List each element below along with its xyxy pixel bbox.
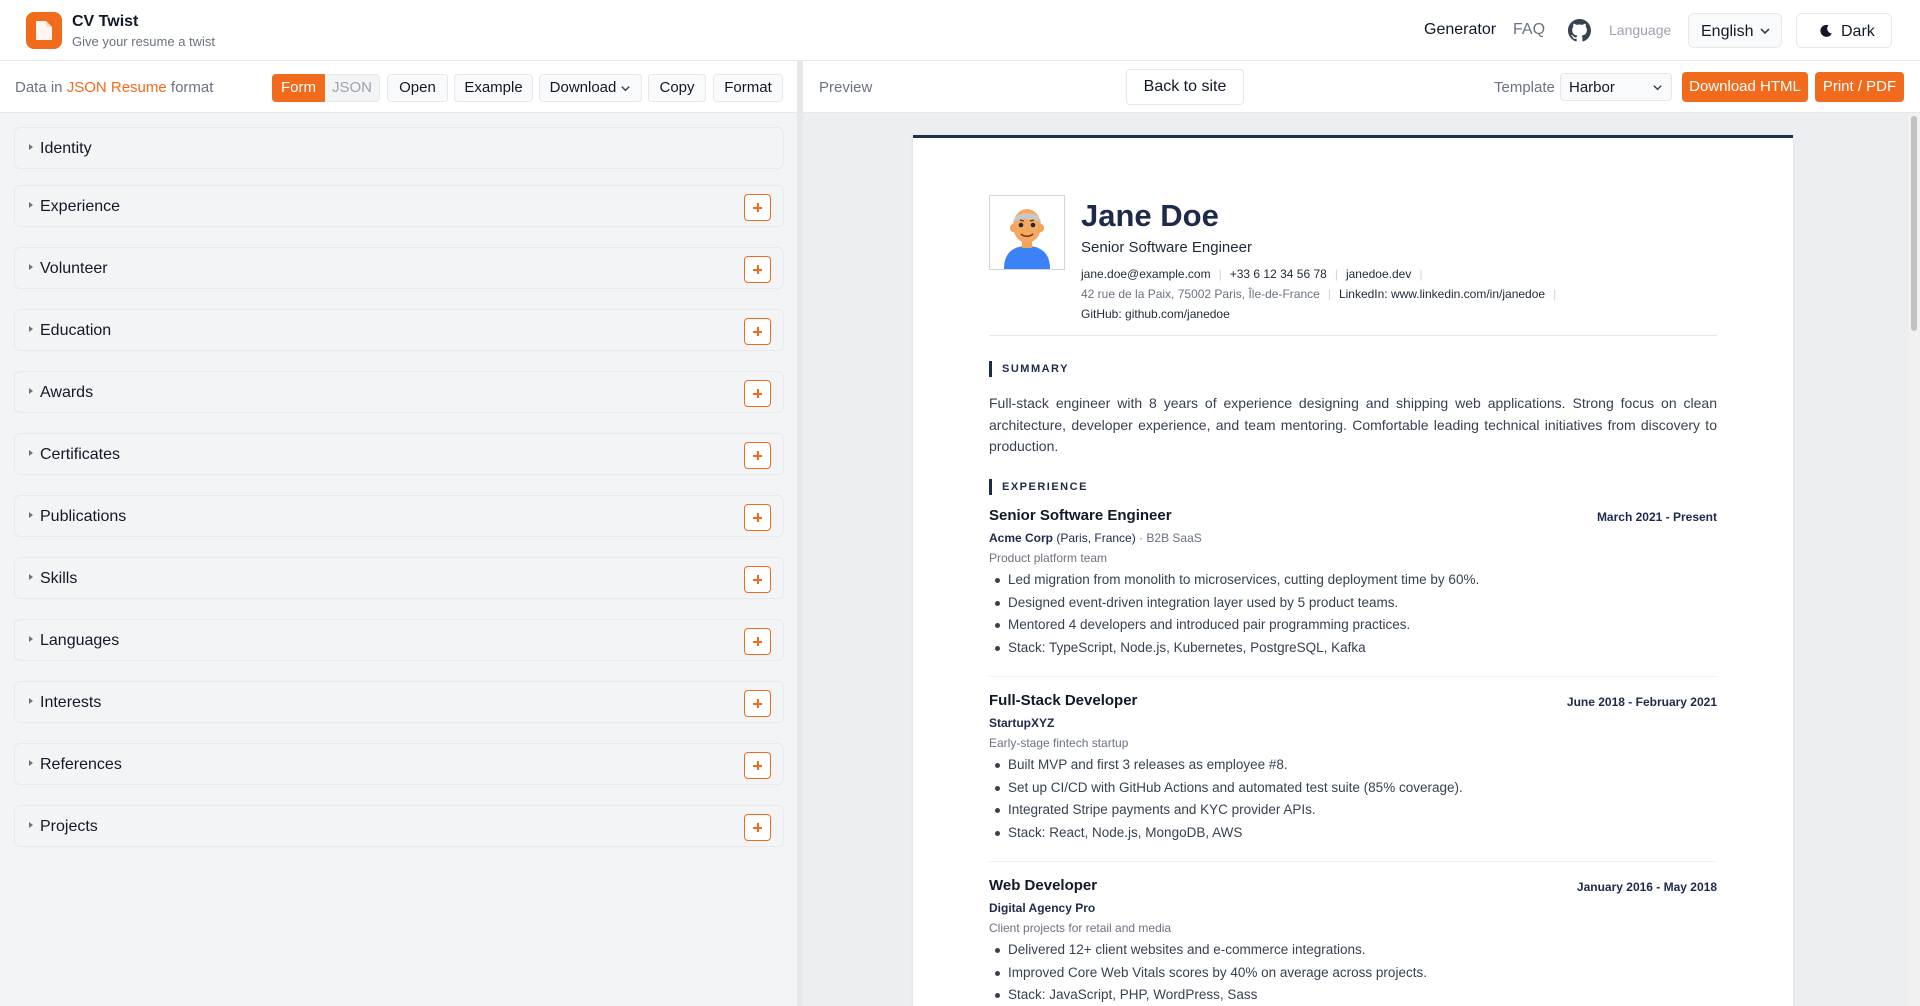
caret-right-icon bbox=[29, 698, 33, 704]
list-item: Stack: React, Node.js, MongoDB, AWS bbox=[989, 822, 1717, 845]
job-description: Early-stage fintech startup bbox=[989, 736, 1129, 750]
template-label: Template bbox=[1494, 79, 1555, 96]
contact-line-3 bbox=[1081, 307, 1230, 321]
list-item: Mentored 4 developers and introduced pair programming practices. bbox=[989, 614, 1717, 637]
add-interest-button[interactable] bbox=[744, 690, 771, 717]
template-value: Harbor bbox=[1569, 79, 1615, 96]
editor-panel bbox=[0, 61, 797, 1006]
list-item: Set up CI/CD with GitHub Actions and automated test suite (85% coverage). bbox=[989, 777, 1717, 800]
caret-right-icon bbox=[29, 144, 33, 150]
format-button[interactable]: Format bbox=[713, 74, 783, 102]
add-certificate-button[interactable] bbox=[744, 442, 771, 469]
section-label: Awards bbox=[40, 384, 94, 401]
list-item: Built MVP and first 3 releases as employee #8. bbox=[989, 754, 1717, 777]
chevron-down-icon bbox=[1759, 25, 1771, 37]
section-label: Volunteer bbox=[40, 260, 108, 277]
caret-right-icon bbox=[29, 636, 33, 642]
contact-line-1: jane.doe@example.com | +33 6 12 34 56 78 | janedoe.dev | bbox=[1081, 267, 1423, 281]
caret-right-icon bbox=[29, 822, 33, 828]
resume-page bbox=[913, 135, 1793, 1006]
job-dates: June 2018 - February 2021 bbox=[1566, 695, 1717, 709]
section-label: Projects bbox=[40, 818, 98, 835]
example-button[interactable]: Example bbox=[454, 74, 533, 102]
language-value: English bbox=[1701, 23, 1754, 40]
form-mode-button[interactable]: Form bbox=[272, 74, 325, 102]
json-mode-button[interactable]: JSON bbox=[325, 74, 380, 102]
summary-text: Full-stack engineer with 8 years of experience designing and shipping web applications. Strong focus on clean architecture, developer experience, and team mentoring. Comfortable leading technical initiatives from discovery to production. bbox=[989, 395, 1717, 454]
job-company bbox=[989, 716, 1054, 730]
section-languages[interactable] bbox=[14, 619, 784, 661]
caret-right-icon bbox=[29, 760, 33, 766]
moon-icon bbox=[1819, 24, 1833, 38]
preview-panel bbox=[803, 61, 1920, 1006]
company-name: Digital Agency Pro bbox=[989, 901, 1096, 915]
add-publication-button[interactable] bbox=[744, 504, 771, 531]
section-label: Identity bbox=[40, 140, 92, 157]
data-format-suffix: format bbox=[166, 79, 214, 96]
dark-mode-button[interactable] bbox=[1796, 13, 1892, 48]
nav-generator-link[interactable]: Generator bbox=[1424, 21, 1497, 38]
header-divider bbox=[989, 335, 1717, 336]
app-logo-icon[interactable] bbox=[26, 12, 62, 49]
resume-title: Senior Software Engineer bbox=[1081, 239, 1252, 256]
app-name: CV Twist bbox=[72, 13, 139, 30]
caret-right-icon bbox=[29, 450, 33, 456]
section-certificates[interactable] bbox=[14, 433, 784, 475]
contact-linkedin: LinkedIn: www.linkedin.com/in/janedoe bbox=[1338, 287, 1546, 301]
open-button[interactable]: Open bbox=[387, 74, 448, 102]
caret-right-icon bbox=[29, 264, 33, 270]
add-education-button[interactable] bbox=[744, 318, 771, 345]
section-label: Experience bbox=[40, 198, 121, 215]
add-reference-button[interactable] bbox=[744, 752, 771, 779]
job-company bbox=[989, 901, 1095, 915]
section-awards[interactable] bbox=[14, 371, 784, 413]
add-experience-button[interactable] bbox=[744, 194, 771, 221]
caret-right-icon bbox=[29, 326, 33, 332]
job-bullets bbox=[989, 754, 1717, 844]
job-divider bbox=[989, 676, 1717, 677]
section-label: Skills bbox=[40, 570, 78, 587]
contact-github: GitHub: github.com/janedoe bbox=[1081, 307, 1230, 321]
download-dropdown-button[interactable] bbox=[539, 74, 642, 102]
section-education[interactable] bbox=[14, 309, 784, 351]
resume-name: Jane Doe bbox=[1081, 198, 1219, 233]
data-format-label bbox=[15, 79, 213, 96]
summary-heading: SUMMARY bbox=[989, 361, 1069, 377]
section-label: Interests bbox=[40, 694, 102, 711]
section-references[interactable] bbox=[14, 743, 784, 785]
contact-phone: +33 6 12 34 56 78 bbox=[1229, 267, 1327, 281]
scrollbar-thumb[interactable] bbox=[1911, 116, 1917, 331]
list-item: Stack: JavaScript, PHP, WordPress, Sass bbox=[989, 984, 1717, 1006]
language-select[interactable] bbox=[1688, 13, 1782, 48]
job-description: Client projects for retail and media bbox=[989, 921, 1172, 935]
caret-right-icon bbox=[29, 388, 33, 394]
section-label: Languages bbox=[40, 632, 120, 649]
contact-website: janedoe.dev bbox=[1345, 267, 1412, 281]
json-resume-link[interactable]: JSON Resume bbox=[66, 79, 167, 96]
job-title: Senior Software Engineer bbox=[989, 507, 1172, 524]
preview-scrollbar[interactable] bbox=[1908, 113, 1920, 1006]
job-bullets bbox=[989, 939, 1717, 1006]
add-language-button[interactable] bbox=[744, 628, 771, 655]
job-divider bbox=[989, 861, 1717, 862]
print-pdf-button[interactable]: Print / PDF bbox=[1815, 72, 1904, 102]
section-volunteer[interactable] bbox=[14, 247, 784, 289]
add-award-button[interactable] bbox=[744, 380, 771, 407]
section-projects[interactable] bbox=[14, 805, 784, 847]
job-dates: March 2021 - Present bbox=[1596, 510, 1717, 524]
job-bullets bbox=[989, 569, 1717, 659]
add-volunteer-button[interactable] bbox=[744, 256, 771, 283]
section-label: Certificates bbox=[40, 446, 121, 463]
section-label: Publications bbox=[40, 508, 127, 525]
section-publications[interactable] bbox=[14, 495, 784, 537]
job-company bbox=[989, 531, 1202, 545]
list-item: Designed event-driven integration layer used by 5 product teams. bbox=[989, 592, 1717, 615]
contact-address: 42 rue de la Paix, 75002 Paris, Île-de-France bbox=[1081, 287, 1320, 301]
add-project-button[interactable] bbox=[744, 814, 771, 841]
section-label: References bbox=[40, 756, 122, 773]
preview-toolbar bbox=[803, 61, 1920, 113]
section-identity[interactable] bbox=[14, 127, 784, 169]
job-title: Full-Stack Developer bbox=[989, 692, 1138, 709]
preview-label: Preview bbox=[819, 79, 873, 96]
template-select[interactable] bbox=[1560, 73, 1672, 101]
caret-right-icon bbox=[29, 202, 33, 208]
company-name: Acme Corp bbox=[989, 531, 1054, 545]
list-item: Stack: TypeScript, Node.js, Kubernetes, PostgreSQL, Kafka bbox=[989, 637, 1717, 660]
company-extra: · B2B SaaS bbox=[1139, 531, 1202, 545]
top-bar bbox=[0, 0, 1920, 61]
copy-button[interactable]: Copy bbox=[648, 74, 706, 102]
caret-right-icon bbox=[29, 512, 33, 518]
contact-email: jane.doe@example.com bbox=[1081, 267, 1211, 281]
contact-line-2: 42 rue de la Paix, 75002 Paris, Île-de-France | LinkedIn: www.linkedin.com/in/janedoe | bbox=[1081, 287, 1557, 301]
job-description: Product platform team bbox=[989, 551, 1108, 565]
back-to-site-button[interactable]: Back to site bbox=[1126, 69, 1244, 105]
company-name: StartupXYZ bbox=[989, 716, 1055, 730]
dark-mode-label: Dark bbox=[1841, 23, 1875, 40]
caret-right-icon bbox=[29, 574, 33, 580]
chevron-down-icon bbox=[620, 83, 631, 94]
section-label: Education bbox=[40, 322, 112, 339]
app-tagline: Give your resume a twist bbox=[72, 34, 216, 49]
list-item: Improved Core Web Vitals scores by 40% on average across projects. bbox=[989, 962, 1717, 985]
section-skills[interactable] bbox=[14, 557, 784, 599]
download-html-button[interactable]: Download HTML bbox=[1682, 72, 1808, 102]
job-dates: January 2016 - May 2018 bbox=[1576, 880, 1717, 894]
list-item: Delivered 12+ client websites and e-commerce integrations. bbox=[989, 939, 1717, 962]
company-location: (Paris, France) bbox=[1056, 531, 1136, 545]
add-skill-button[interactable] bbox=[744, 566, 771, 593]
chevron-down-icon bbox=[1652, 82, 1663, 93]
nav-faq-link[interactable]: FAQ bbox=[1513, 21, 1546, 38]
download-label: Download bbox=[549, 79, 617, 96]
github-icon[interactable] bbox=[1568, 19, 1591, 47]
avatar bbox=[989, 195, 1065, 270]
section-experience[interactable] bbox=[14, 185, 784, 227]
language-label: Language bbox=[1609, 22, 1672, 38]
editor-toolbar bbox=[0, 61, 797, 113]
list-item: Led migration from monolith to microservices, cutting deployment time by 60%. bbox=[989, 569, 1717, 592]
list-item: Integrated Stripe payments and KYC provider APIs. bbox=[989, 799, 1717, 822]
data-format-prefix: Data in bbox=[15, 79, 67, 96]
experience-heading: EXPERIENCE bbox=[989, 479, 1088, 495]
section-interests[interactable] bbox=[14, 681, 784, 723]
job-title: Web Developer bbox=[989, 877, 1098, 894]
